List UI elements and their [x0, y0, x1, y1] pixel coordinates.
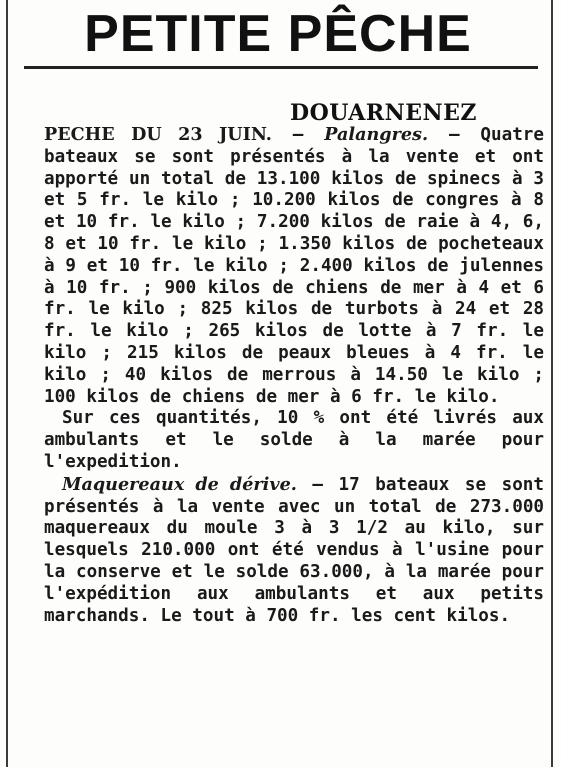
paragraph-palangres	[44, 124, 544, 408]
maquereaux-text: — 17 bateaux se sont présentés à la vente avec un total de 273.000 maquereaux du moule 3 à 3 1/2 au kilo, sur lesquels 210.000 ont été vendus à l'usine pour la conserve et le solde 63.000, à la marée pour l'expédition aux ambulants et aux petits marchands. Le tout à 700 fr. les cent kilos.	[44, 474, 544, 626]
column-rule-right	[551, 0, 553, 767]
paragraph-text: — Quatre bateaux se sont présentés à la vente et ont apporté un total de 13.100 kilos de spinecs à 3 et 5 fr. le kilo ; 10.200 kilos de congres à 8 et 10 fr. le kilo ; 7.200 kilos de raie à 4, 6, 8 et 10 fr. le kilo ; 1.350 kilos de pocheteaux à 9 et 10 fr. le kilo ; 2.400 kilos de julennes à 10 fr. ; 900 kilos de chiens de mer à 4 et 6 fr. le kilo ; 825 kilos de turbots à 24 et 28 fr. le kilo ; 265 kilos de lotte à 7 fr. le kilo ; 215 kilos de peaux bleues à 4 fr. le kilo ; 40 kilos de merrous à 14.50 le kilo ; 100 kilos de chiens de mer à 6 fr. le kilo.	[44, 125, 544, 407]
column-rule-left	[6, 0, 8, 767]
headline: PETITE PÊCHE	[84, 5, 472, 63]
maquereaux-label: Maquereaux de dérive.	[62, 473, 297, 495]
lead-label: PECHE DU 23 JUIN.	[44, 124, 272, 145]
headline-rule	[24, 66, 538, 69]
dateline: DOUARNENEZ	[290, 100, 477, 126]
lead-gear: Palangres.	[324, 124, 429, 145]
paragraph-maquereaux	[44, 474, 544, 628]
lead-separator: —	[271, 125, 325, 145]
paragraph-quantities: Sur ces quantités, 10 % ont été livrés aux ambulants et le solde à la marée pour l'expedition.	[44, 408, 544, 472]
article-body	[44, 124, 544, 627]
